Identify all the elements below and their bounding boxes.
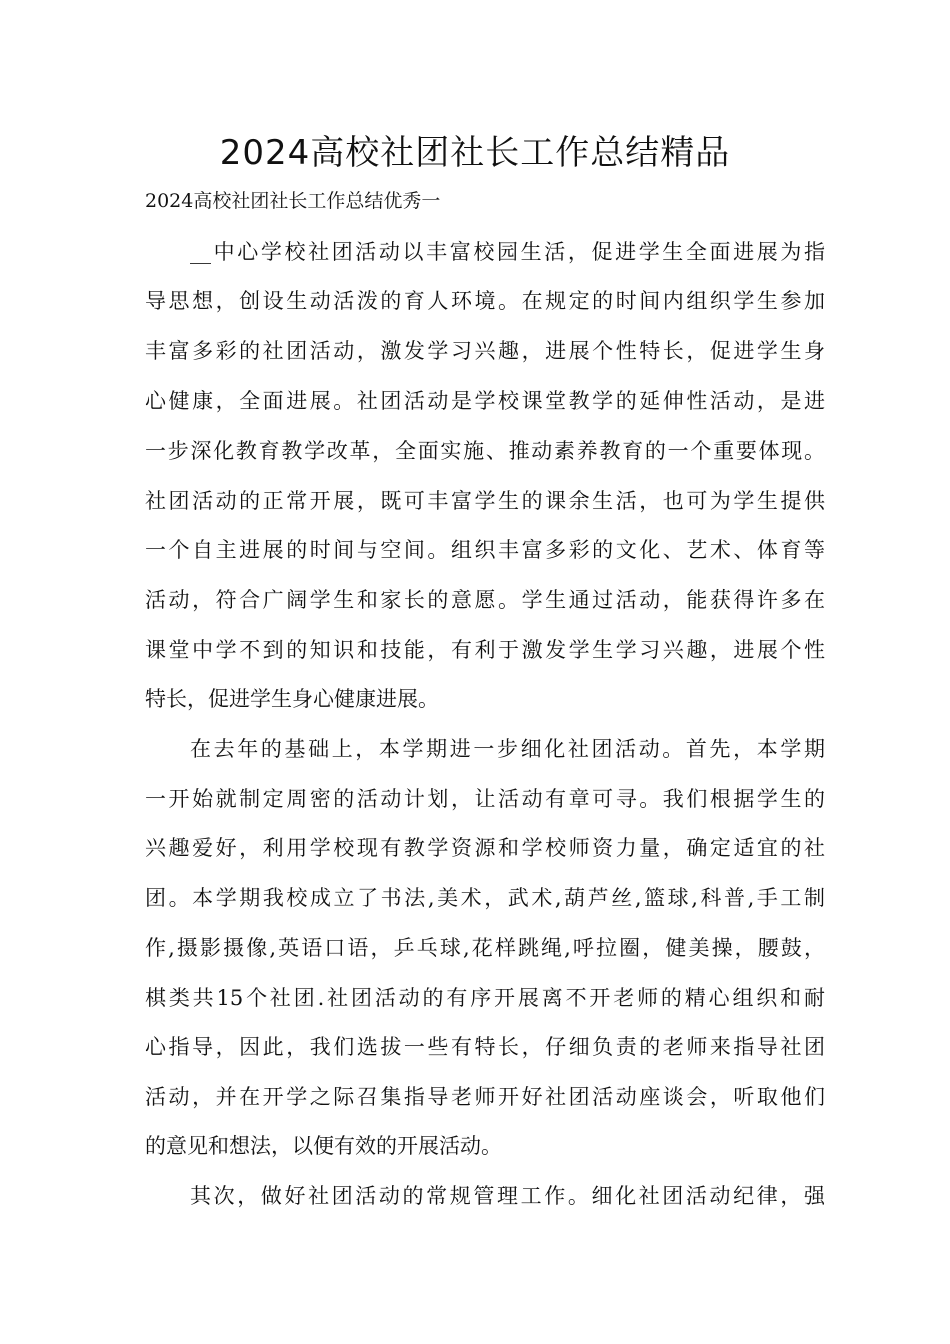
paragraph-line: 团。本学期我校成立了书法,美术，武术,葫芦丝,篮球,科普,手工制	[145, 886, 825, 910]
paragraph-line: 作,摄影摄像,英语口语，乒乓球,花样跳绳,呼拉圈，健美操，腰鼓，	[145, 936, 825, 960]
paragraph-line: 特长，促进学生身心健康进展。	[145, 687, 439, 711]
paragraph-line: 活动，符合广阔学生和家长的意愿。学生通过活动，能获得许多在	[145, 588, 825, 612]
paragraph-line: 心指导，因此，我们选拔一些有特长，仔细负责的老师来指导社团	[145, 1035, 825, 1059]
paragraph-line: 一个自主进展的时间与空间。组织丰富多彩的文化、艺术、体育等	[145, 538, 825, 562]
paragraph-line: 一开始就制定周密的活动计划，让活动有章可寻。我们根据学生的	[145, 787, 825, 811]
paragraph-line: 一步深化教育教学改革，全面实施、推动素养教育的一个重要体现。	[145, 439, 825, 463]
paragraph-line: 心健康，全面进展。社团活动是学校课堂教学的延伸性活动，是进	[145, 389, 825, 413]
document-title: 2024高校社团社长工作总结精品	[219, 133, 731, 173]
paragraph-line: 导思想，创设生动活泼的育人环境。在规定的时间内组织学生参加	[145, 289, 825, 313]
paragraph-line: 课堂中学不到的知识和技能，有利于激发学生学习兴趣，进展个性	[145, 638, 825, 662]
paragraph-line: 棋类共15个社团.社团活动的有序开展离不开老师的精心组织和耐	[145, 986, 825, 1010]
paragraph-line: 在去年的基础上，本学期进一步细化社团活动。首先，本学期	[190, 737, 825, 761]
paragraph-line: 其次，做好社团活动的常规管理工作。细化社团活动纪律，强	[190, 1184, 825, 1208]
document-subtitle: 2024高校社团社长工作总结优秀一	[145, 190, 441, 212]
paragraph-line: 社团活动的正常开展，既可丰富学生的课余生活，也可为学生提供	[145, 489, 825, 513]
paragraph-line: 活动，并在开学之际召集指导老师开好社团活动座谈会，听取他们	[145, 1085, 825, 1109]
paragraph-line: __中心学校社团活动以丰富校园生活，促进学生全面进展为指	[190, 240, 825, 264]
paragraph-line: 兴趣爱好，利用学校现有教学资源和学校师资力量，确定适宜的社	[145, 836, 825, 860]
paragraph-line: 丰富多彩的社团活动，激发学习兴趣，进展个性特长，促进学生身	[145, 339, 825, 363]
paragraph-line: 的意见和想法，以便有效的开展活动。	[145, 1134, 502, 1158]
